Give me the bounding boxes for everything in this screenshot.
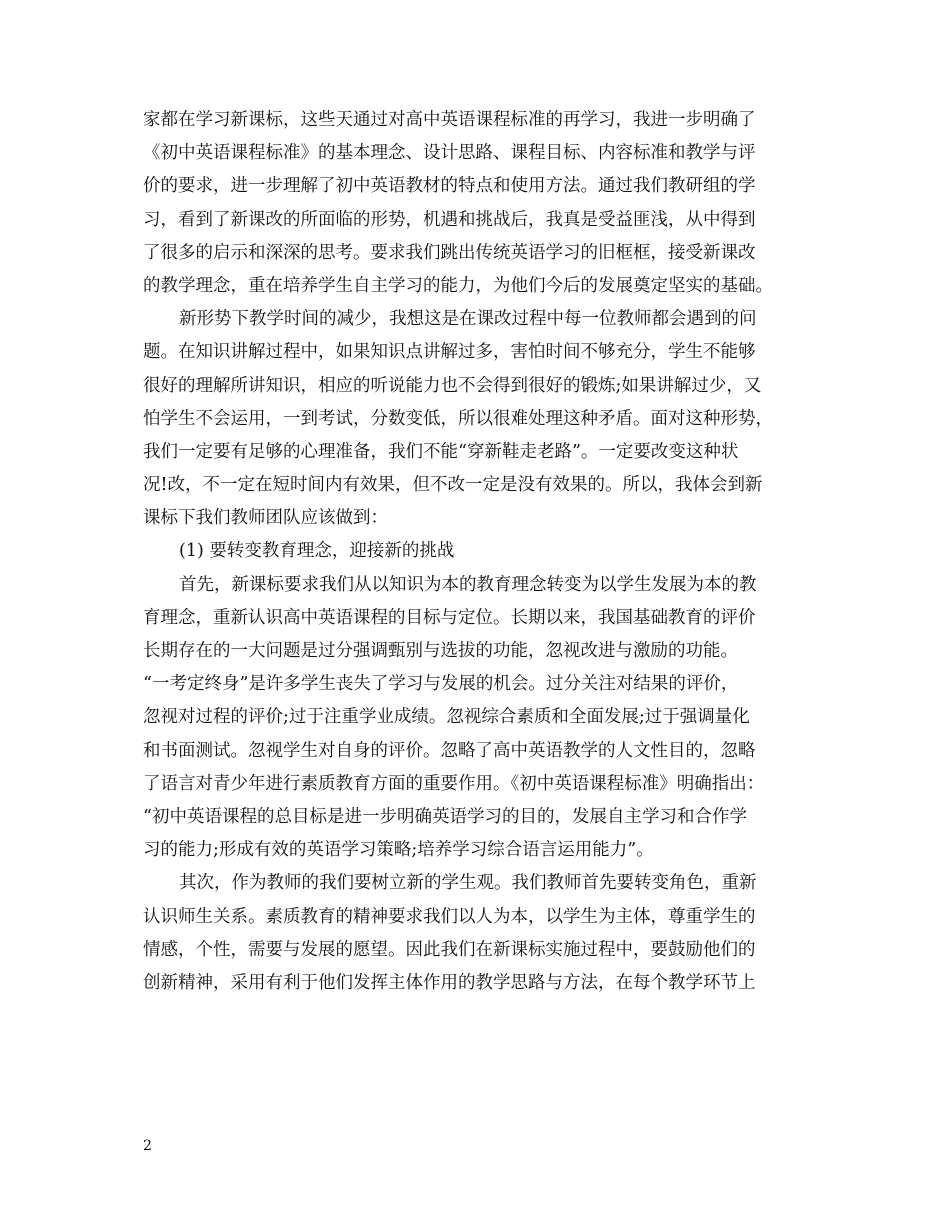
text-line: 认识师生关系。素质教育的精神要求我们以人为本，以学生为主体，尊重学生的 bbox=[143, 906, 756, 927]
text-line: 其次，作为教师的我们要树立新的学生观。我们教师首先要转变角色，重新 bbox=[179, 873, 757, 894]
text-line: “初中英语课程的总目标是进一步明确英语学习的目的，发展自主学习和合作学 bbox=[143, 806, 747, 827]
page-number: 2 bbox=[143, 1138, 152, 1154]
text-line: 的教学理念，重在培养学生自主学习的能力，为他们今后的发展奠定坚实的基础。 bbox=[143, 275, 773, 296]
text-line: 《初中英语课程标准》的基本理念、设计思路、课程目标、内容标准和教学与评 bbox=[143, 143, 756, 164]
text-line: 创新精神，采用有利于他们发挥主体作用的教学思路与方法，在每个教学环节上 bbox=[143, 972, 756, 993]
body-text bbox=[143, 104, 823, 1000]
text-line: 很好的理解所讲知识，相应的听说能力也不会得到很好的锻炼;如果讲解过少，又 bbox=[143, 375, 762, 396]
text-line: 育理念，重新认识高中英语课程的目标与定位。长期以来，我国基础教育的评价 bbox=[143, 607, 756, 628]
text-line: 我们一定要有足够的心理准备，我们不能“穿新鞋走老路”。一定要改变这种状 bbox=[143, 441, 739, 462]
text-line: 忽视对过程的评价;过于注重学业成绩。忽视综合素质和全面发展;过于强调量化 bbox=[143, 707, 750, 728]
text-line: 怕学生不会运用，一到考试，分数变低，所以很难处理这种矛盾。面对这种形势， bbox=[143, 408, 773, 429]
text-line: 情感，个性，需要与发展的愿望。因此我们在新课标实施过程中，要鼓励他们的 bbox=[143, 939, 756, 960]
text-line: (1) 要转变教育理念，迎接新的挑战 bbox=[179, 541, 455, 562]
text-line: 课标下我们教师团队应该做到： bbox=[143, 508, 388, 529]
text-line: 长期存在的一大问题是过分强调甄别与选拔的功能，忽视改进与激励的功能。 bbox=[143, 641, 738, 661]
text-line: 新形势下教学时间的减少，我想这是在课改过程中每一位教师都会遇到的问 bbox=[179, 309, 757, 330]
text-line: 了很多的启示和深深的思考。要求我们跳出传统英语学习的旧框框，接受新课改 bbox=[143, 242, 756, 263]
text-line: 家都在学习新课标，这些天通过对高中英语课程标准的再学习，我进一步明确了 bbox=[143, 110, 756, 130]
text-line: 了语言对青少年进行素质教育方面的重要作用。《初中英语课程标准》明确指出： bbox=[143, 773, 765, 794]
text-line: 价的要求，进一步理解了初中英语教材的特点和使用方法。通过我们教研组的学 bbox=[143, 176, 756, 197]
text-line: 习的能力;形成有效的英语学习策略;培养学习综合语言运用能力”。 bbox=[143, 840, 654, 861]
text-line: “一考定终身”是许多学生丧失了学习与发展的机会。过分关注对结果的评价， bbox=[143, 674, 739, 695]
text-line: 和书面测试。忽视学生对自身的评价。忽略了高中英语教学的人文性目的，忽略 bbox=[143, 740, 756, 761]
text-line: 况!改，不一定在短时间内有效果，但不改一定是没有效果的。所以，我体会到新 bbox=[143, 475, 763, 496]
text-line: 题。在知识讲解过程中，如果知识点讲解过多，害怕时间不够充分，学生不能够 bbox=[143, 342, 756, 363]
text-line: 首先，新课标要求我们从以知识为本的教育理念转变为以学生发展为本的教 bbox=[179, 574, 757, 595]
text-line: 习，看到了新课改的所面临的形势，机遇和挑战后，我真是受益匪浅，从中得到 bbox=[143, 209, 756, 230]
